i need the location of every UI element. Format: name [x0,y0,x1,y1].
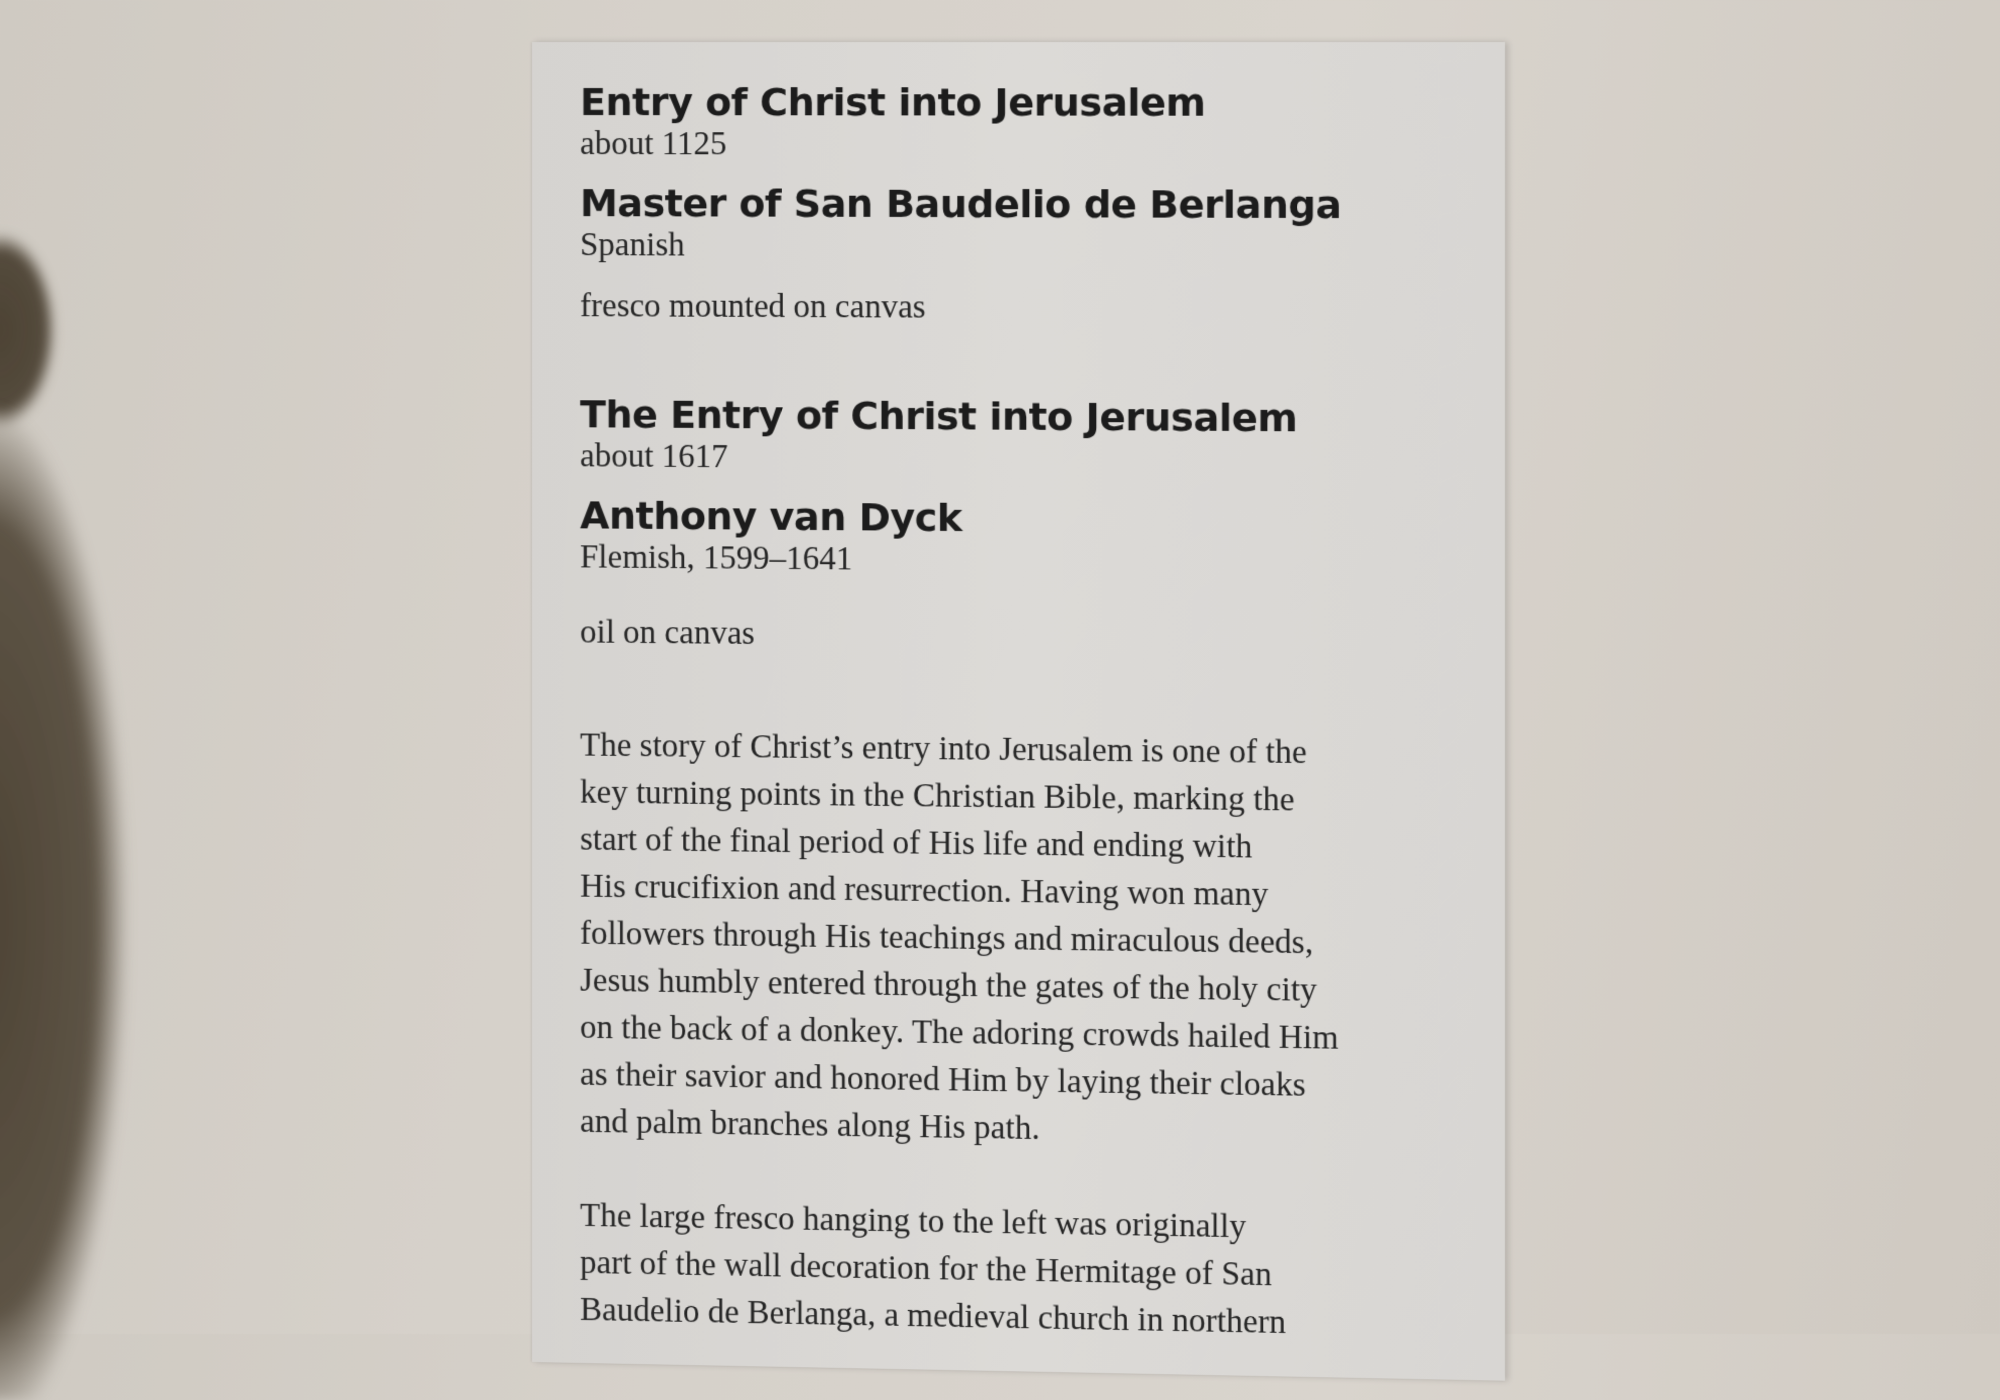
description-line: The large fresco hanging to the left was originally [580,1197,1247,1246]
visitor-shadow [0,200,220,1400]
artwork-date: about 1125 [580,126,727,163]
description-line: and palm branches along His path. [580,1103,1040,1148]
artist-name: Master of San Baudelio de Berlanga [580,181,1342,228]
description-line: The story of Christ’s entry into Jerusalem is one of the [580,727,1307,772]
description-line: start of the final period of His life and ending with [580,821,1253,866]
description-line: Baudelio de Berlanga, a medieval church in northern [580,1291,1286,1342]
artist-nationality: Spanish [580,227,685,264]
description-line: key turning points in the Christian Bible, marking the [580,774,1295,819]
artwork-medium: oil on canvas [580,614,755,652]
description-paragraph-2 [580,1193,1286,1347]
artwork-entry-2 [580,392,1297,658]
description-line: followers through His teachings and miraculous deeds, [580,915,1314,962]
artist-nationality: Flemish, 1599–1641 [580,539,853,578]
description-line: on the back of a donkey. The adoring crowds hailed Him [580,1009,1339,1057]
description-paragraph-1 [580,722,1338,1157]
artist-name: Anthony van Dyck [580,493,963,541]
artwork-entry-1 [580,80,1341,328]
artwork-date: about 1617 [580,438,729,476]
description-line: as their savior and honored Him by laying their cloaks [580,1056,1306,1104]
description-line: part of the wall decoration for the Hermitage of San [580,1244,1272,1294]
museum-label-placard [532,42,1505,1381]
artwork-title: The Entry of Christ into Jerusalem [580,392,1298,441]
artwork-medium: fresco mounted on canvas [580,288,926,326]
artwork-title: Entry of Christ into Jerusalem [580,80,1206,125]
description-line: His crucifixion and resurrection. Having won many [580,868,1269,914]
description-line: Jesus humbly entered through the gates of the holy city [580,962,1318,1009]
